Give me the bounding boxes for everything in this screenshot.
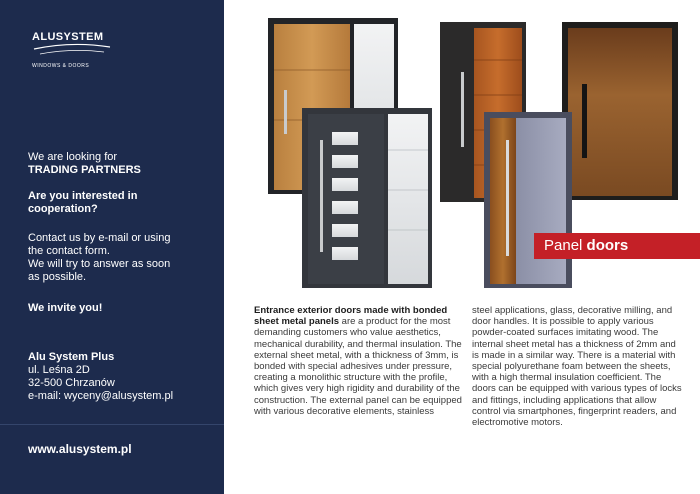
company-name: Alu System Plus xyxy=(28,351,115,363)
section-banner xyxy=(534,233,700,259)
contact-line-3: We will try to answer as soon xyxy=(28,258,171,270)
contact-line-1: Contact us by e-mail or using xyxy=(28,232,171,244)
article-col1-body: are a product for the most demanding customers who value aesthetics, mechanical durability, and thermal insulation. The external sheet metal, with a thickness of 3mm, is bonded with special adhesives under pressure, creating a monolithic structure with the profile, which gives very high rigidity and durability of the construction. The external panel can be equipped with various decorative elements, stainless xyxy=(254,316,462,417)
divider xyxy=(0,424,224,425)
sidebar xyxy=(0,0,224,494)
address-city: 32-500 Chrzanów xyxy=(28,377,115,389)
address-street: ul. Leśna 2D xyxy=(28,364,90,376)
question-line-2: cooperation? xyxy=(28,203,98,215)
banner-text-light: Panel xyxy=(544,237,583,254)
intro-text: We are looking for xyxy=(28,151,118,163)
banner-text-bold: doors xyxy=(586,237,629,254)
brand-logo[interactable] xyxy=(32,28,112,74)
contact-line-2: the contact form. xyxy=(28,245,110,257)
contact-line-4: as possible. xyxy=(28,271,87,283)
website-link[interactable]: www.alusystem.pl xyxy=(28,442,132,456)
invite-text: We invite you! xyxy=(28,302,103,314)
question-line-1: Are you interested in xyxy=(28,190,138,202)
article-column-1 xyxy=(254,305,467,417)
email-link[interactable]: e-mail: wyceny@alusystem.pl xyxy=(28,390,174,402)
brand-name: ALUSYSTEM xyxy=(32,31,104,43)
article-column-2 xyxy=(472,305,685,428)
partners-heading: TRADING PARTNERS xyxy=(28,164,141,176)
article-lead: Entrance exterior doors made with bonded sheet metal panels xyxy=(254,305,448,328)
article-col2-body: steel applications, glass, decorative milling, and door handles. It is possible to apply various powder-coated surfaces imitating wood. The internal sheet metal has a thickness of 2mm and is made in a similar way. There is a material with special polyurethane foam between the sheets, with a high thermal insulation coefficient. The doors can be equipped with various types of locks and fittings, including applications that allow control via smartphones, fingerprint readers, and electromotive motors. xyxy=(472,305,682,429)
brand-tagline: WINDOWS & DOORS xyxy=(32,63,90,69)
